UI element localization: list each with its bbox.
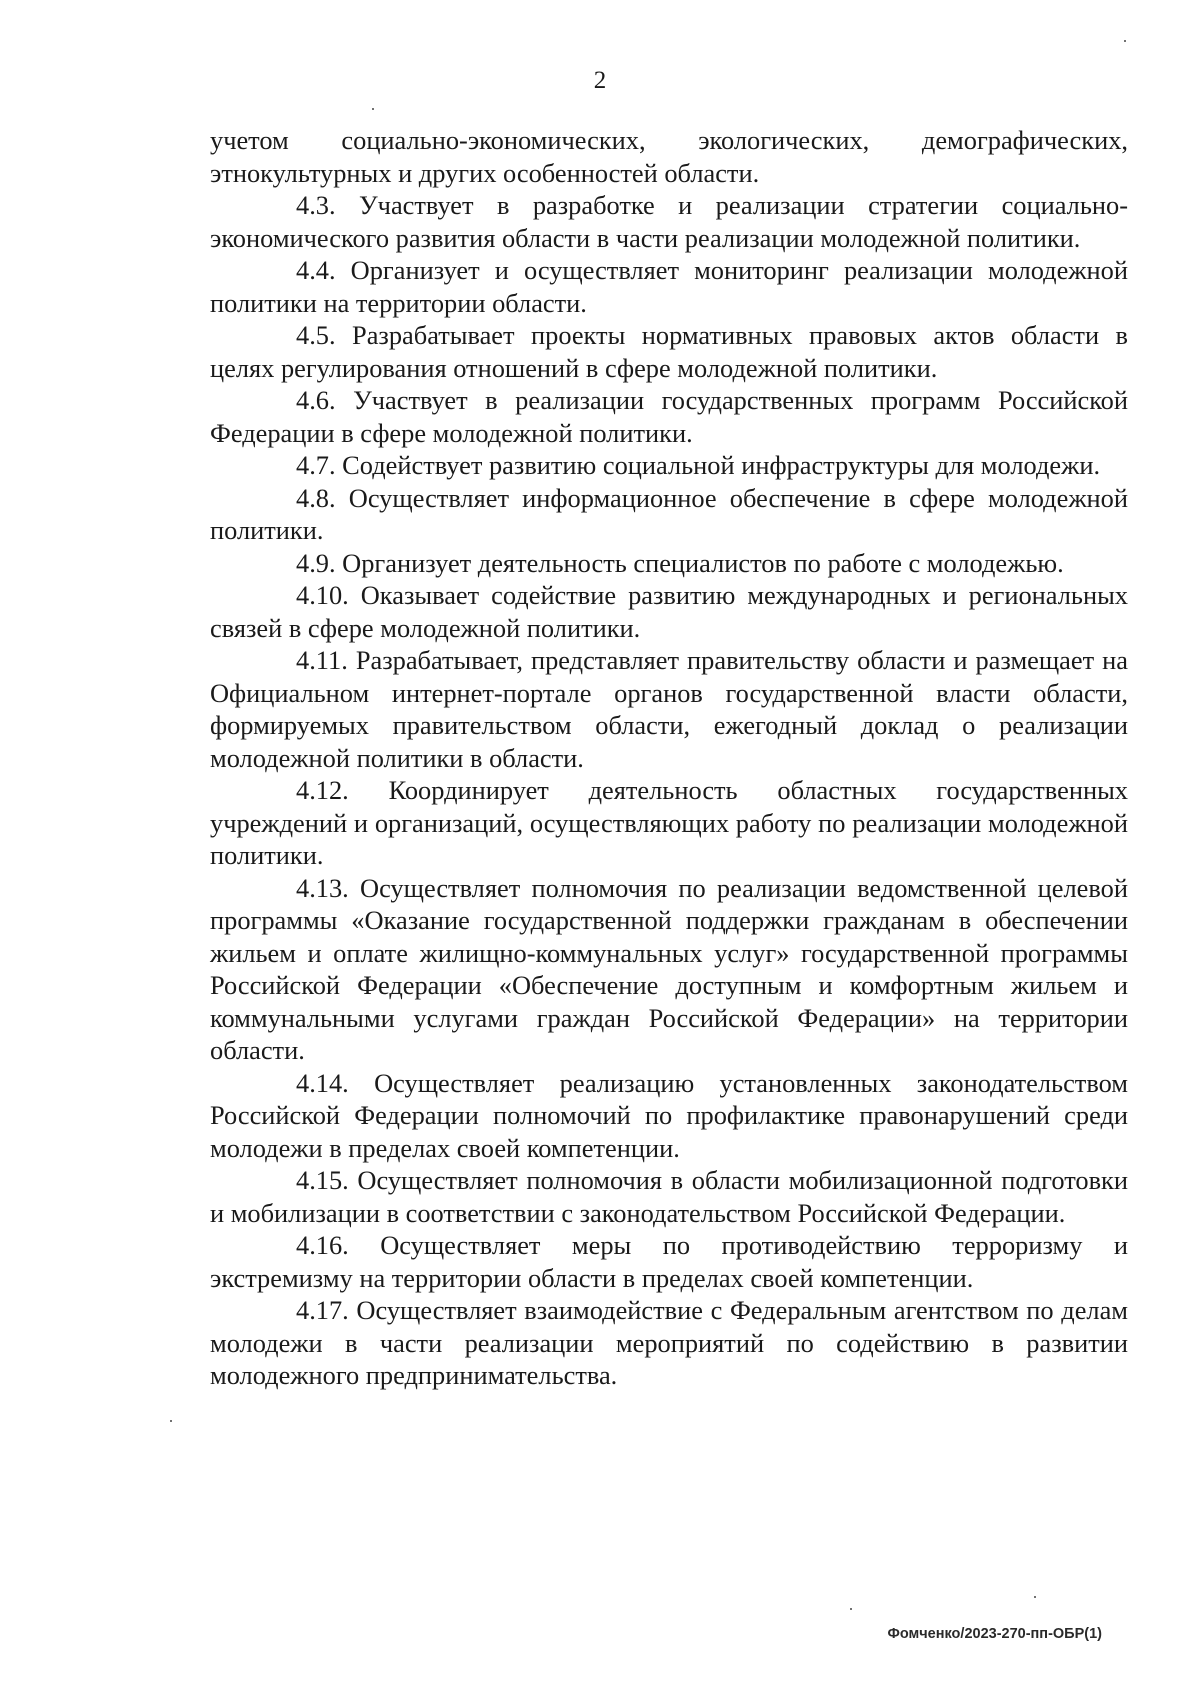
page-number: 2 [593,67,607,94]
paragraph-4-8: 4.8. Осуществляет информационное обеспечение в сфере молодежной политики. [210,482,1128,545]
paragraph-4-13: 4.13. Осуществляет полномочия по реализации ведомственной целевой программы «Оказание государственной поддержки гражданам в обеспечении жильем и оплате жилищно-коммунальных услуг» государственной программы Российской Федерации «Обеспечение доступным и комфортным жильем и коммунальными услугами граждан Российской Федерации» на территории области. [210,872,1128,1065]
paragraph-4-11: 4.11. Разрабатывает, представляет правительству области и размещает на Официальном интернет-портале органов государственной власти области, формируемых правительством области, ежегодный доклад о реализации молодежной политики в области. [210,645,1128,773]
scan-speck [170,1420,172,1422]
scan-speck [1034,1596,1036,1598]
paragraph-4-3: 4.3. Участвует в разработке и реализации стратегии социально-экономического развития области в части реализации молодежной политики. [210,190,1128,253]
paragraph-4-6: 4.6. Участвует в реализации государственных программ Российской Федерации в сфере молодежной политики. [210,385,1128,448]
document-code: Фомченко/2023-270-пп-ОБР(1) [887,1626,1102,1642]
scan-speck [1124,40,1126,42]
paragraph-4-17: 4.17. Осуществляет взаимодействие с Федеральным агентством по делам молодежи в части реализации мероприятий по содействию в развитии молодежного предпринимательства. [210,1295,1128,1390]
scan-speck [372,108,374,110]
paragraph-4-4: 4.4. Организует и осуществляет мониторинг реализации молодежной политики на территории области. [210,255,1128,318]
paragraph-intro-continuation: учетом социально-экономических, экологических, демографических, этнокультурных и других особенностей области. [210,125,1128,188]
paragraph-4-9: 4.9. Организует деятельность специалистов по работе с молодежью. [296,547,1064,578]
document-body [210,124,1128,1392]
paragraph-4-10: 4.10. Оказывает содействие развитию международных и региональных связей в сфере молодежной политики. [210,580,1128,643]
paragraph-4-15: 4.15. Осуществляет полномочия в области мобилизационной подготовки и мобилизации в соответствии с законодательством Российской Федерации. [210,1165,1128,1228]
paragraph-4-16: 4.16. Осуществляет меры по противодействию терроризму и экстремизму на территории области в пределах своей компетенции. [210,1230,1128,1293]
paragraph-4-7: 4.7. Содействует развитию социальной инфраструктуры для молодежи. [296,450,1101,480]
paragraph-4-12: 4.12. Координирует деятельность областных государственных учреждений и организаций, осуществляющих работу по реализации молодежной политики. [210,775,1128,870]
scan-speck [850,1608,852,1610]
paragraph-4-5: 4.5. Разрабатывает проекты нормативных правовых актов области в целях регулирования отношений в сфере молодежной политики. [210,320,1128,383]
paragraph-4-14: 4.14. Осуществляет реализацию установленных законодательством Российской Федерации полномочий по профилактике правонарушений среди молодежи в пределах своей компетенции. [210,1067,1128,1163]
